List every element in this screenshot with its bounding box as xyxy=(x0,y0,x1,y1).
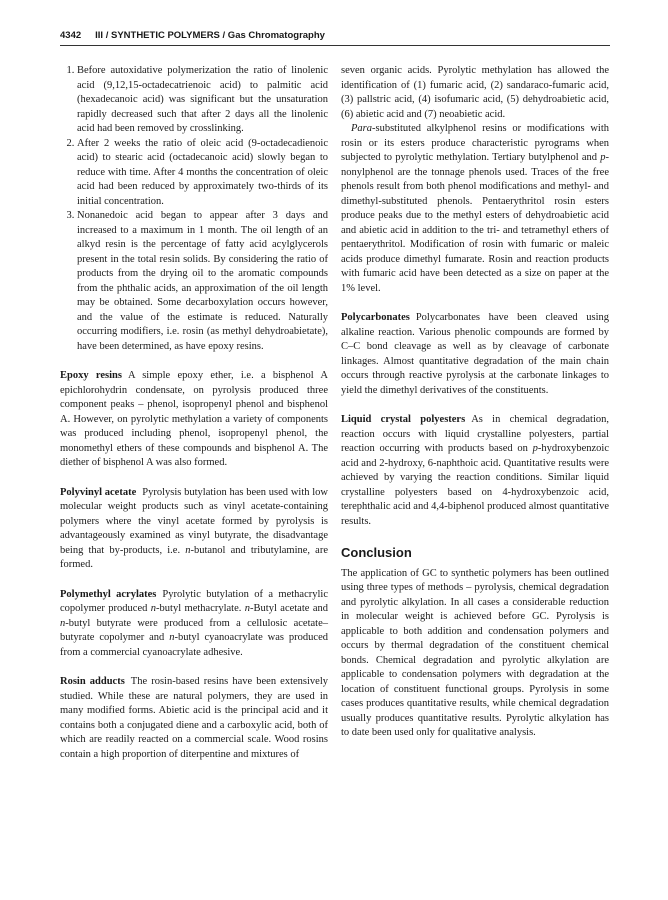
conclusion-text: The application of GC to synthetic polymers has been outlined using three types of methods – pyrolysis, chemical degradation and pyrolytic alkylation. In all cases a considerable reduction in molecular weight is achieved before GC. Pyrolysis is applicable to both addition and condensation polymers and occurs by thermal degradation of the constituent chemical bonds. Chemical degradation and pyrolytic alkylation are applicable to condensation polymers with degradation at the location of constituent functional groups. Pyrolysis in some cases produces quantitative results, while chemical degradation usually produces quantitative results. Pyrolytic alkylation has to date been used only for qualitative analysis. xyxy=(341,567,609,738)
findings-list xyxy=(60,64,328,354)
conclusion-heading: Conclusion xyxy=(341,545,412,560)
italic-text: n xyxy=(150,603,157,614)
list-item: 1. Before autoxidative polymerization the ratio of linolenic acid (9,12,15-octadecatrienoic acid) to palmitic acid (hexadecanoic acid) was significant but the unsaturation rapidly decreased such that after 2 days all the linolenic acid had been removed by crosslinking. xyxy=(77,64,328,137)
section-text: -butyl butyrate were produced from a cellulosic acetate–butyrate copolymer and xyxy=(60,617,328,643)
section-text: Polycarbonates have been cleaved using alkaline reaction. Various phenolic compounds are formed by C–C bond cleavage as well as by cleavage of carbonate linkages. Almost quantitative degradation of the main chain occurs through reactive pyrolysis at the carbonate linkages to yield the dimethyl derivatives of the constituents. xyxy=(341,312,609,396)
section-rosin-adducts xyxy=(60,675,328,762)
running-title: III / SYNTHETIC POLYMERS / Gas Chromatography xyxy=(95,30,325,41)
section-polyvinyl-acetate xyxy=(60,486,328,573)
section-epoxy-resins xyxy=(60,369,328,471)
section-heading: Liquid crystal polyesters xyxy=(341,414,466,425)
paragraph-text: -substituted alkylphenol resins or modifications with rosin or its esters produce characteristic pyrograms when subjected to pyrolytic methylation. Tertiary butylphenol and xyxy=(341,123,609,163)
section-text: -butyl methacrylate. xyxy=(156,603,245,614)
italic-text: Para xyxy=(351,123,372,134)
section-text: -butyl cyanoacrylate was produced from a commercial cyanoacrylate adhesive. xyxy=(60,632,328,658)
header-rule xyxy=(60,45,610,46)
left-column xyxy=(60,64,328,762)
section-text: Pyrolytic butylation of a methacrylic copolymer produced xyxy=(60,588,328,614)
page-number: 4342 xyxy=(60,30,82,41)
paragraph: seven organic acids. Pyrolytic methylation has allowed the identification of (1) fumaric acid, (2) sandaraco-fumaric acid, (3) pallstric acid, (4) isofumaric acid, (5) dehydroabietic acid, (6) abietic acid and (7) neoabietic acid. xyxy=(341,65,609,120)
section-polycarbonates xyxy=(341,311,609,398)
section-polymethyl-acrylates xyxy=(60,588,328,661)
section-heading: Rosin adducts xyxy=(60,676,125,687)
section-heading: Polycarbonates xyxy=(341,312,410,323)
section-liquid-crystal-polyesters xyxy=(341,413,609,529)
list-item: 2. After 2 weeks the ratio of oleic acid (9-octadecadienoic acid) to stearic acid (octadecanoic acid) slowly began to reduce with time. After 4 months the concentration of oleic acid had been reduced by approximately two-thirds of its initial concentration. xyxy=(77,137,328,210)
section-heading: Polyvinyl acetate xyxy=(60,486,137,498)
section-text: Pyrolysis butylation has been used with low molecular weight products such as vinyl acetate-containing polymers where the vinyl acetate formed by pyrolysis is advantageously examined as vinyl butyrate, the disadvantage being that by-products, i.e. xyxy=(60,486,328,556)
right-column xyxy=(341,64,609,741)
italic-text: n xyxy=(244,603,251,614)
paragraph xyxy=(341,122,609,296)
running-header xyxy=(60,30,610,41)
section-text: -butanol and tributylamine, are formed. xyxy=(60,544,328,570)
italic-text: p xyxy=(532,443,538,454)
section-text: The rosin-based resins have been extensively studied. While these are natural polymers, they are used in many modified forms. Abietic acid is the principal acid and it contains both a conjugated diene and a carboxylic acid, both of which are readily reacted on a commercial scale. Wood rosins contain a high proportion of diterpentine and mixtures of xyxy=(60,676,328,760)
italic-text: n xyxy=(169,632,175,643)
section-text: A simple epoxy ether, i.e. a bisphenol A epichlorohydrin condensate, on pyrolysis produced three component peaks – phenol, isopropenyl phenol and bisphenol A. However, on pyrolytic methylation a variety of components was produced including phenol, isopropenyl phenol, the monomethyl ethers of these compounds and bisphenol A. The diether of bisphenol A was also formed. xyxy=(60,370,328,468)
section-text: -Butyl acetate and xyxy=(250,603,328,614)
italic-text: p xyxy=(600,152,606,163)
list-item: 3. Nonanedoic acid began to appear after 3 days and increased to a maximum in 1 month. The oil length of an alkyd resin is the percentage of fatty acid acylglycerols present in the total resin solids. By considering the ratio of products from the drying oil to the aromatic compounds from the phthalic acids, an approximation of the oil length may be obtained. Some decarboxylation occurs however, and the value of the estimate is reduced. Naturally occurring modifiers, i.e. rosin (as methyl dehydroabietate), have been determined, as have epoxy resins. xyxy=(77,209,328,354)
section-text: As in chemical degradation, reaction occurs with liquid crystalline polyesters, partial reaction occurring with products based on xyxy=(341,414,609,454)
section-text: -hydroxybenzoic acid and 2-hydroxy, 6-naphthoic acid. Quantitative results were achieved by varying the reaction conditions. Similar liquid crystalline polyesters based on 4-hydroxybenzoic acid, terephthalic acid and 4,4-biphenol produced almost quantitative results. xyxy=(341,443,609,527)
italic-text: n xyxy=(60,617,66,629)
section-heading: Epoxy resins xyxy=(60,370,122,381)
paragraph-text: -nonylphenol are the tonnage phenols used. Traces of the free phenols result from both phenol modifications and methyl- and dimethyl-substituted phenols. Pentaerythritol rosin esters produce peaks due to the methyl esters of dehydroabietic acid and abietic acid in addition to the tri- and tetramethyl ethers of pentaerythritol. Modification of rosin with fumaric or maleic acids produce dimethyl fumarate. Rosin and reaction products with fumaric acid have been detected as a size on paper at the 1% level. xyxy=(341,152,609,294)
section-heading: Polymethyl acrylates xyxy=(60,588,157,600)
italic-text: n xyxy=(185,544,191,556)
